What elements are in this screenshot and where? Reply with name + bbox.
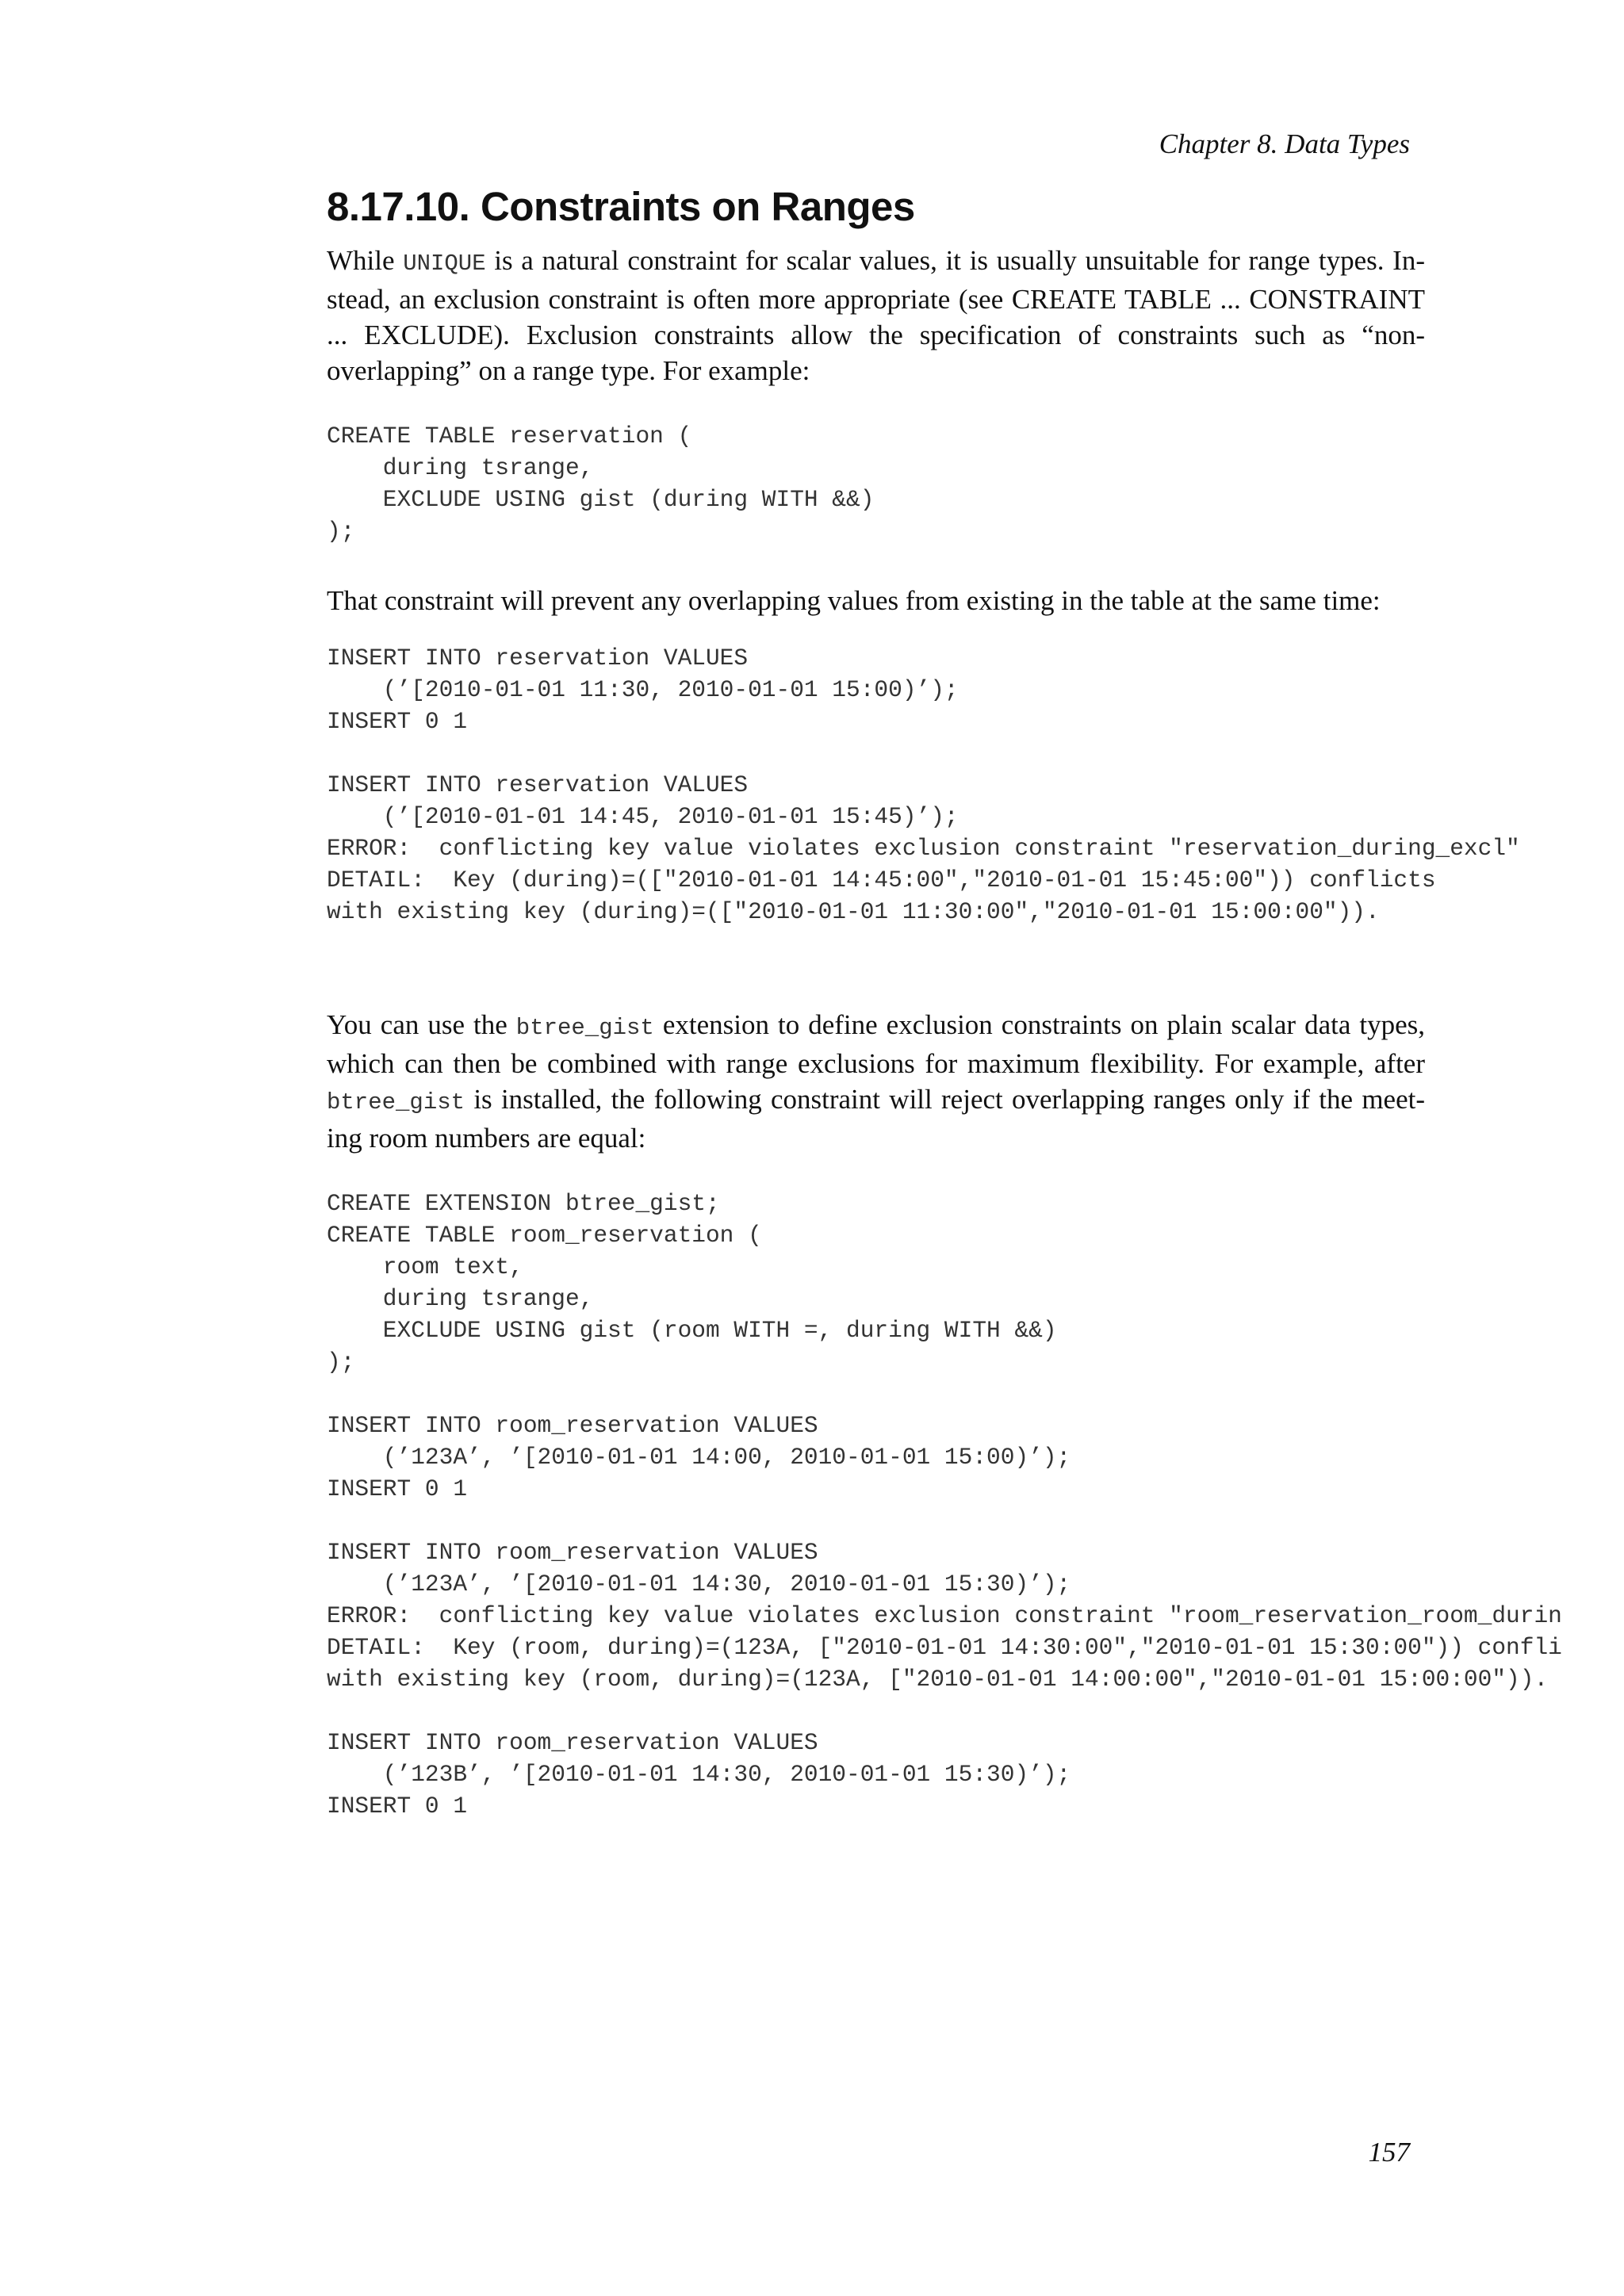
page-number: 157: [1368, 2137, 1410, 2168]
paragraph-text: While: [327, 245, 404, 276]
paragraph-text: You can use the: [327, 1009, 516, 1040]
code-block-insert-reservation: INSERT INTO reservation VALUES (’[2010-01-01 11:30, 2010-01-01 15:00)’); INSERT 0 1 INSERT INTO reservation VALUES (’[2010-01-01 14:45, 2010-01-01 15:45)’); ERROR: conflicting key value violates exclusion constraint "reservation_during_excl" DETAIL: Key (during)=(["2010-01-01 14:45:00","2010-01-01 15:45:00")) conflicts with existing key (during)=(["2010-01-01 11:30:00","2010-01-01 15:00:00")).: [327, 645, 1520, 925]
paragraph-unique-constraint: [327, 243, 1425, 388]
code-block-room-reservation: CREATE EXTENSION btree_gist; CREATE TABLE room_reservation ( room text, during tsrange, EXCLUDE USING gist (room WITH =, during WITH &&) ); INSERT INTO room_reservation VALUES (’123A’, ’[2010-01-01 14:00, 2010-01-01 15:00)’); INSERT 0 1 INSERT INTO room_reservation VALUES (’123A’, ’[2010-01-01 14:30, 2010-01-01 15:30)’); ERROR: conflicting key value violates exclusion constraint "room_reservation_room_durin DETAIL: Key (room, during)=(123A, ["2010-01-01 14:30:00","2010-01-01 15:30:00")) confli with existing key (room, during)=(123A, ["2010-01-01 14:00:00","2010-01-01 15:00:00")). INSERT INTO room_reservation VALUES (’123B’, ’[2010-01-01 14:30, 2010-01-01 15:30)’); INSERT 0 1: [327, 1190, 1562, 1820]
paragraph-text: is a natural constraint for scalar values, it is usually unsuitable for range types. Instead, an exclusion constraint is often more appropriate (see CREATE TABLE ... CONSTRAINT ... EXCLUDE). Exclusion constraints allow the specification of constraints such as “non-overlapping” on a range type. For example:: [327, 245, 1425, 386]
paragraph-text: is installed, the following constraint will reject overlapping ranges only if the meeting room numbers are equal:: [327, 1084, 1425, 1154]
running-header: Chapter 8. Data Types: [1159, 128, 1410, 159]
inline-code-unique: UNIQUE: [403, 251, 486, 277]
paragraph-text: extension to define exclusion constraints on plain scalar data types, which can then be combined with range exclusions for maximum flexibility. For example, after: [327, 1009, 1425, 1079]
page-content: [327, 179, 1562, 1822]
section-title: 8.17.10. Constraints on Ranges: [327, 184, 915, 229]
paragraph-overlap-explanation: That constraint will prevent any overlapping values from existing in the table at the same time:: [327, 585, 1381, 616]
paragraph-btree-gist: [327, 1007, 1425, 1156]
code-block-create-table: CREATE TABLE reservation ( during tsrange, EXCLUDE USING gist (during WITH &&) );: [327, 423, 875, 545]
inline-code-btree-gist: btree_gist: [515, 1015, 654, 1041]
inline-code-btree-gist: btree_gist: [327, 1089, 465, 1115]
